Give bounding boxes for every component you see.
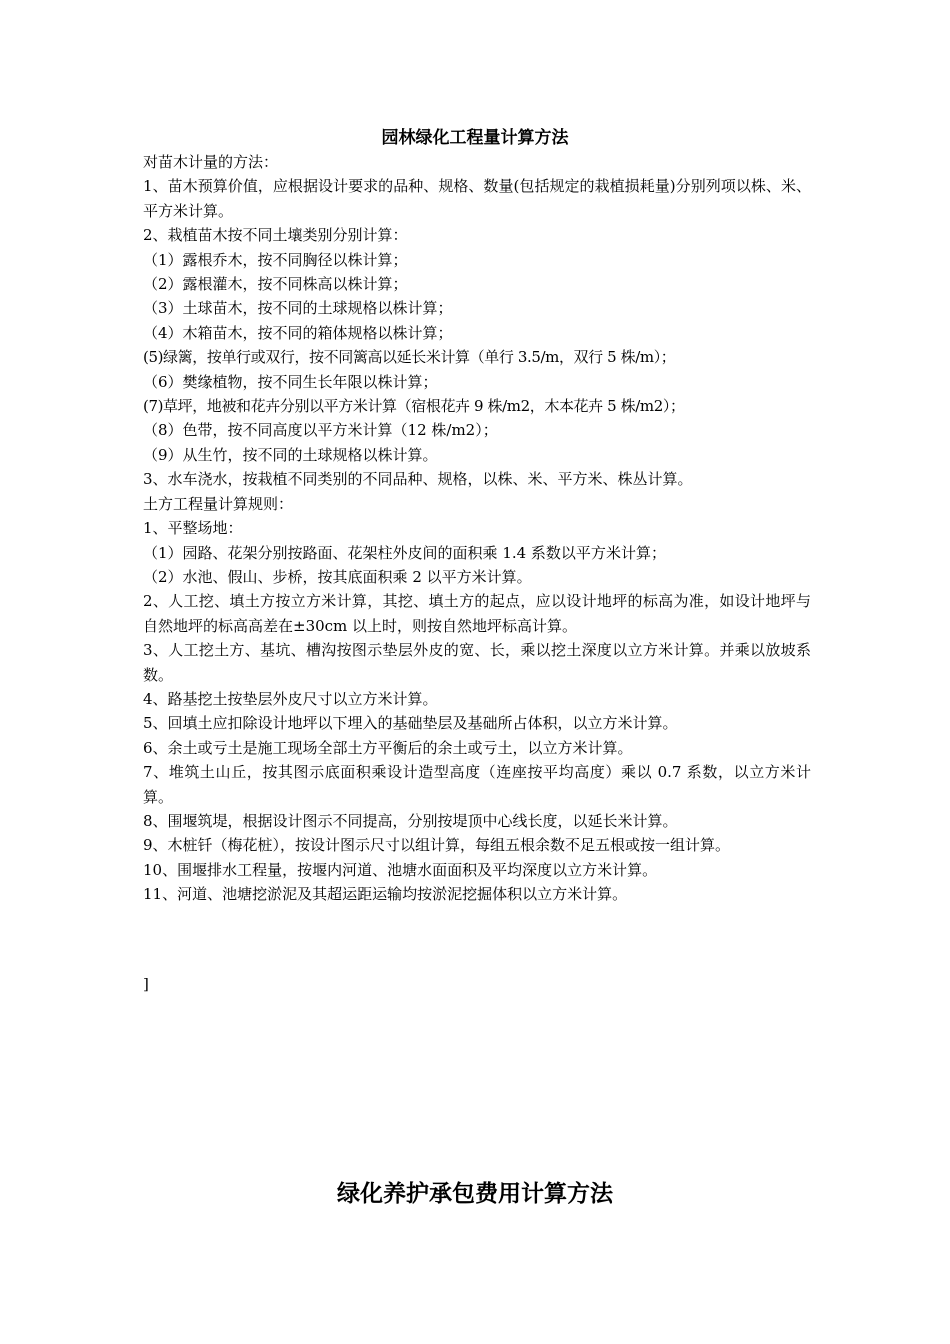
body-line: 2、栽植苗木按不同土壤类别分别计算：	[143, 226, 408, 245]
body-line: （1）园路、花架分别按路面、花架柱外皮间的面积乘 1.4 系数以平方米计算；	[143, 543, 666, 562]
body-line: （9）从生竹，按不同的土球规格以株计算。	[143, 445, 438, 464]
body-paragraph: 2、人工挖、填土方按立方米计算，其挖、填土方的起点，应以设计地坪的标高为准，如设计地坪与自然地坪的标高高差在±30cm 以上时，则按自然地坪标高计算。	[143, 592, 811, 635]
body-line: 对苗木计量的方法：	[143, 153, 279, 171]
body-line: （6）樊缘植物，按不同生长年限以株计算；	[143, 372, 438, 391]
body-line: 3、水车浇水，按栽植不同类别的不同品种、规格，以株、米、平方米、株丛计算。	[143, 470, 693, 489]
body-line: （4）木箱苗木，按不同的箱体规格以株计算；	[143, 323, 453, 342]
document-title: 园林绿化工程量计算方法	[381, 128, 569, 148]
body-line: （8）色带，按不同高度以平方米计算（12 株/m2）；	[143, 421, 498, 440]
body-line: 5、回填土应扣除设计地坪以下埋入的基础垫层及基础所占体积，以立方米计算。	[143, 714, 678, 733]
body-line: （3）土球苗木，按不同的土球规格以株计算；	[143, 299, 453, 318]
body-paragraph: 7、堆筑土山丘，按其图示底面积乘设计造型高度（连座按平均高度）乘以 0.7 系数，以立方米计算。	[143, 763, 811, 806]
body-line: (7)草坪，地被和花卉分别以平方米计算（宿根花卉 9 株/m2，木本花卉 5 株/m2）；	[143, 397, 685, 416]
body-line: 4、路基挖土按垫层外皮尺寸以立方米计算。	[143, 689, 438, 708]
document-body	[143, 150, 811, 907]
bracket-mark: ]	[143, 975, 149, 993]
body-line: （1）露根乔木，按不同胸径以株计算；	[143, 250, 408, 269]
body-line: 1、平整场地：	[143, 519, 243, 538]
body-line: 10、围堰排水工程量，按堰内河道、池塘水面面积及平均深度以立方米计算。	[143, 860, 658, 879]
body-line: 8、围堰筑堤，根据设计图示不同提高，分别按堤顶中心线长度，以延长米计算。	[143, 811, 678, 830]
section-title: 绿化养护承包费用计算方法	[337, 1180, 613, 1207]
body-line: (5)绿篱，按单行或双行，按不同篱高以延长米计算（单行 3.5/m，双行 5 株/m）；	[143, 348, 676, 367]
body-paragraph: 1、苗木预算价值，应根据设计要求的品种、规格、数量(包括规定的栽植损耗量)分别列项以株、米、平方米计算。	[143, 177, 811, 220]
body-line: 土方工程量计算规则：	[143, 494, 294, 513]
body-paragraph: 9、木桩钎（梅花桩），按设计图示尺寸以组计算，每组五根余数不足五根或按一组计算。	[143, 836, 731, 855]
body-line: （2）露根灌木，按不同株高以株计算；	[143, 275, 408, 294]
body-line: 11、河道、池塘挖淤泥及其超运距运输均按淤泥挖掘体积以立方米计算。	[143, 885, 628, 904]
body-line: 6、余土或亏土是施工现场全部土方平衡后的余土或亏土，以立方米计算。	[143, 738, 633, 757]
body-line: （2）水池、假山、步桥，按其底面积乘 2 以平方米计算。	[143, 567, 532, 586]
body-paragraph: 3、人工挖土方、基坑、槽沟按图示垫层外皮的宽、长，乘以挖土深度以立方米计算。并乘以放坡系数。	[143, 641, 811, 684]
